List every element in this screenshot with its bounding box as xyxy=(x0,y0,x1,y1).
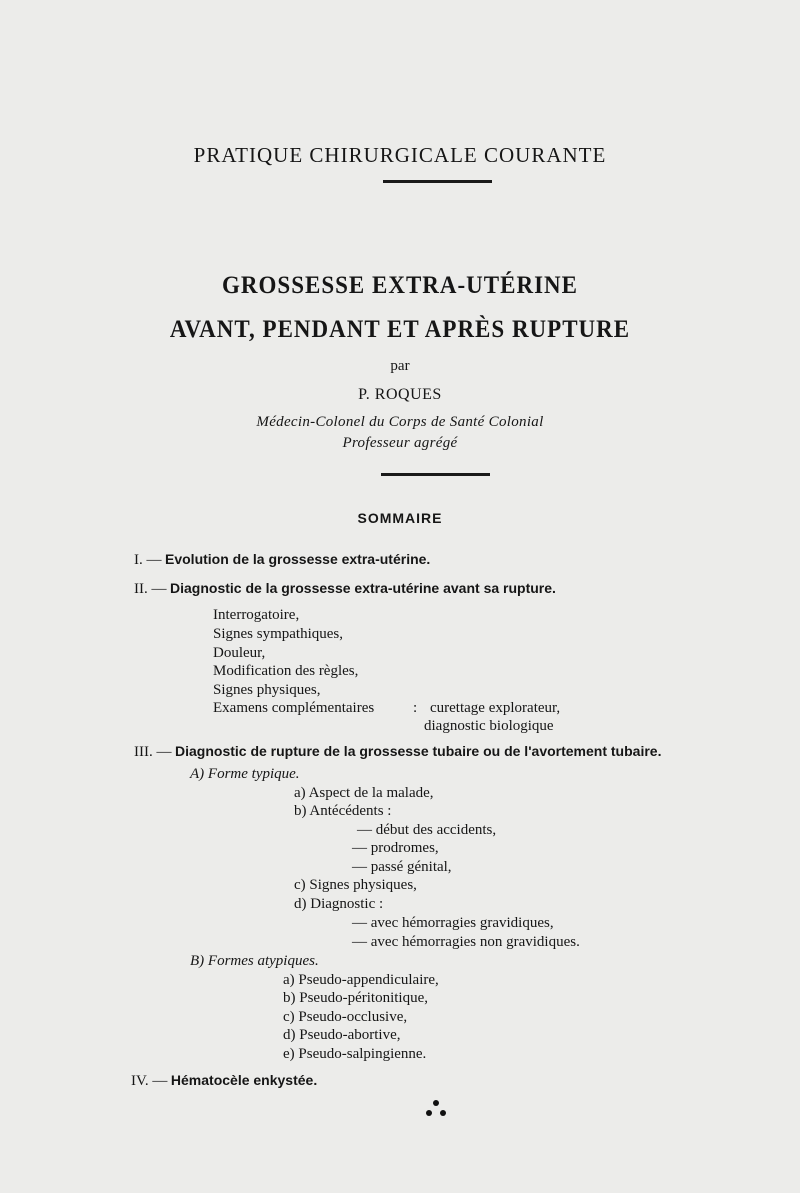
list-item: c) Pseudo-occlusive, xyxy=(283,1009,408,1025)
list-item: a) Aspect de la malade, xyxy=(294,785,434,801)
list-item: d) Diagnostic : xyxy=(294,896,384,912)
list-item: c) Signes physiques, xyxy=(294,877,417,893)
title-rule-bottom xyxy=(381,473,490,476)
list-item: Signes sympathiques, xyxy=(213,626,343,642)
list-item: — prodromes, xyxy=(352,840,439,856)
list-item: — passé génital, xyxy=(352,859,452,875)
section-number: IV. — xyxy=(131,1073,168,1089)
subsection-b: B) Formes atypiques. xyxy=(190,953,319,969)
list-item: Douleur, xyxy=(213,645,266,661)
list-item: Signes physiques, xyxy=(213,682,321,698)
section-title: Evolution de la grossesse extra-utérine. xyxy=(165,551,431,567)
section-number: III. — xyxy=(134,744,172,760)
section-number: II. — xyxy=(134,581,167,597)
list-item: — avec hémorragies gravidiques, xyxy=(352,915,554,931)
section-title: Diagnostic de rupture de la grossesse tubaire ou de l'avortement tubaire. xyxy=(175,743,662,759)
section-number: I. — xyxy=(134,552,162,568)
author-name: P. ROQUES xyxy=(358,386,442,403)
section-iii xyxy=(134,743,661,761)
list-item: d) Pseudo-abortive, xyxy=(283,1027,401,1043)
section-iv xyxy=(131,1072,317,1090)
by-line: par xyxy=(390,358,410,374)
series-title: PRATIQUE CHIRURGICALE COURANTE xyxy=(193,143,607,167)
list-item: a) Pseudo-appendiculaire, xyxy=(283,972,439,988)
exam-detail: curettage explorateur, xyxy=(430,700,561,716)
section-title: Diagnostic de la grossesse extra-utérine avant sa rupture. xyxy=(170,580,556,596)
list-item: — avec hémorragies non gravidiques. xyxy=(352,934,580,950)
main-title-line2: AVANT, PENDANT ET APRÈS RUPTURE xyxy=(169,314,631,343)
list-item: e) Pseudo-salpingienne. xyxy=(283,1046,427,1062)
subsection-a: A) Forme typique. xyxy=(190,766,300,782)
list-item: Examens complémentaires xyxy=(213,700,375,716)
title-rule-top xyxy=(383,180,492,183)
list-item: b) Antécédents : xyxy=(294,803,392,819)
list-item: b) Pseudo-péritonitique, xyxy=(283,990,428,1006)
ornament-dots-icon xyxy=(424,1098,448,1120)
section-title: Hématocèle enkystée. xyxy=(170,1072,318,1088)
section-i xyxy=(134,551,430,569)
exam-colon: : xyxy=(413,700,418,716)
main-title-line1: GROSSESSE EXTRA-UTÉRINE xyxy=(222,270,578,299)
exam-detail: diagnostic biologique xyxy=(424,718,554,734)
section-ii xyxy=(134,580,556,598)
list-item: — début des accidents, xyxy=(357,822,497,838)
summary-heading: SOMMAIRE xyxy=(357,510,443,526)
list-item: Interrogatoire, xyxy=(213,607,300,623)
author-affiliation-line2: Professeur agrégé xyxy=(342,435,458,451)
author-affiliation-line1: Médecin-Colonel du Corps de Santé Colonial xyxy=(256,414,544,430)
list-item: Modification des règles, xyxy=(213,663,359,679)
